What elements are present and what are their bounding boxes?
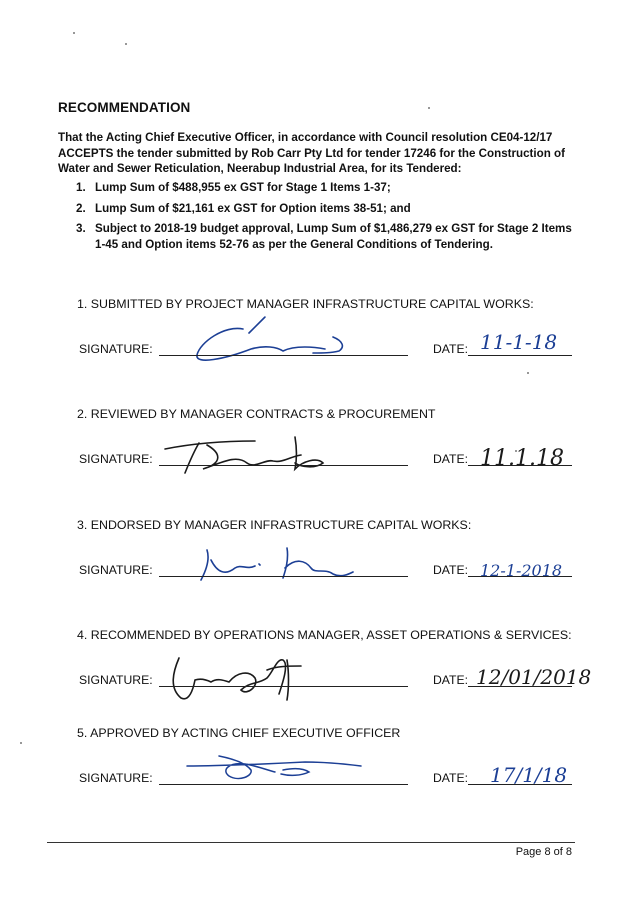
item-number: 3. xyxy=(76,222,86,235)
signature-image xyxy=(155,417,415,477)
recommendation-paragraph: That the Acting Chief Executive Officer, in accordance with Council resolution CE04-12/17 ACCEPTS the tender submitted by Rob Carr Pty Ltd for tender 17246 for the Construction of Water and Sewer Reticulation, Neerabup Industrial Area, for its Tendered: xyxy=(58,131,565,175)
list-item xyxy=(58,180,582,196)
list-item xyxy=(58,221,582,252)
approval-section-endorsed xyxy=(0,518,622,618)
signature-label: SIGNATURE: xyxy=(79,342,153,356)
scan-speck xyxy=(125,43,127,45)
signature-line xyxy=(159,355,408,356)
section-heading: RECOMMENDATION xyxy=(58,100,191,115)
scan-speck xyxy=(428,107,430,109)
item-number: 2. xyxy=(76,201,86,215)
signature-line xyxy=(159,576,408,577)
item-text: Subject to 2018-19 budget approval, Lump Sum of $1,486,279 ex GST for Stage 2 Items 1-45 and Option items 52-76 as per the General Conditions of Tendering. xyxy=(95,222,572,251)
section-title: 2. REVIEWED BY MANAGER CONTRACTS & PROCUREMENT xyxy=(77,407,436,421)
approval-section-reviewed xyxy=(0,407,622,507)
recommendation-items xyxy=(58,180,582,257)
approval-section-recommended xyxy=(0,628,622,728)
approval-section-submitted xyxy=(0,297,622,397)
scan-speck xyxy=(73,32,75,34)
date-line xyxy=(468,576,572,577)
signature-label: SIGNATURE: xyxy=(79,771,153,785)
signature-label: SIGNATURE: xyxy=(79,563,153,577)
signature-line xyxy=(159,686,408,687)
date-line xyxy=(468,355,572,356)
date-label: DATE: xyxy=(433,563,468,577)
handwritten-date-text: 11.1.18 xyxy=(480,446,564,471)
item-number: 1. xyxy=(76,181,86,194)
date-label: DATE: xyxy=(433,673,468,687)
date-line xyxy=(468,686,572,687)
signature-line xyxy=(159,784,408,785)
date-label: DATE: xyxy=(433,771,468,785)
approval-section-approved xyxy=(0,726,622,826)
signature-image xyxy=(155,307,415,367)
item-text: Lump Sum of $488,955 ex GST for Stage 1 Items 1-37; xyxy=(95,181,391,194)
list-item xyxy=(58,201,582,217)
date-label: DATE: xyxy=(433,452,468,466)
handwritten-date-text: 11-1-18 xyxy=(480,330,558,354)
signature-label: SIGNATURE: xyxy=(79,673,153,687)
page-number: Page 8 of 8 xyxy=(515,846,572,858)
date-label: DATE: xyxy=(433,342,468,356)
footer-divider xyxy=(47,842,575,843)
section-title: 4. RECOMMENDED BY OPERATIONS MANAGER, ASSET OPERATIONS & SERVICES: xyxy=(77,628,572,642)
handwritten-date-text: 12/01/2018 xyxy=(476,665,592,689)
date-line xyxy=(468,465,572,466)
signature-image xyxy=(155,528,415,588)
signature-image xyxy=(155,736,415,796)
item-text: Lump Sum of $21,161 ex GST for Option items 38-51; and xyxy=(95,201,411,215)
signature-image xyxy=(155,638,415,698)
signature-label: SIGNATURE: xyxy=(79,452,153,466)
date-line xyxy=(468,784,572,785)
signature-line xyxy=(159,465,408,466)
handwritten-date-text: 12-1-2018 xyxy=(480,561,563,580)
section-title: 3. ENDORSED BY MANAGER INFRASTRUCTURE CAPITAL WORKS: xyxy=(77,518,472,532)
handwritten-date-text: 17/1/18 xyxy=(490,763,568,787)
section-title: 5. APPROVED BY ACTING CHIEF EXECUTIVE OFFICER xyxy=(77,726,401,740)
section-title: 1. SUBMITTED BY PROJECT MANAGER INFRASTRUCTURE CAPITAL WORKS: xyxy=(77,297,534,311)
